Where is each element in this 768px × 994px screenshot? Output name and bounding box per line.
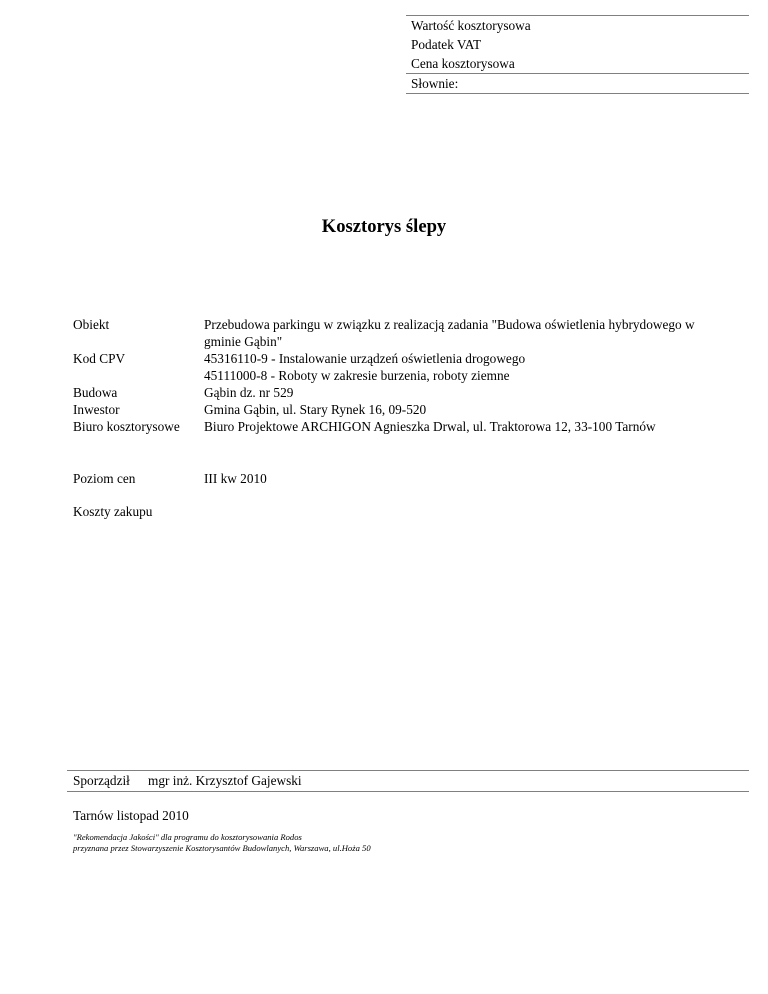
office-value-text: Biuro Projektowe ARCHIGON Agnieszka Drwal, ul. Traktorowa 12, 33-100 Tarnów bbox=[204, 419, 656, 434]
summary-bottom-rule bbox=[406, 93, 749, 94]
purchase-costs-label: Koszty zakupu bbox=[73, 504, 153, 519]
summary-vat-label: Podatek VAT bbox=[411, 37, 482, 52]
building-label: Budowa bbox=[73, 385, 118, 400]
cost-summary-block bbox=[406, 15, 749, 94]
project-info-table bbox=[73, 316, 753, 435]
object-value-line1: Przebudowa parkingu w związku z realizacją zadania "Budowa oświetlenia hybrydowego w bbox=[204, 317, 695, 332]
document-title: Kosztorys ślepy bbox=[321, 216, 447, 237]
signature-row bbox=[67, 771, 749, 791]
investor-value bbox=[204, 401, 753, 418]
prepared-by-name: mgr inż. Krzysztof Gajewski bbox=[148, 773, 302, 788]
prepared-by-label: Sporządził bbox=[73, 773, 130, 788]
building-value bbox=[204, 384, 753, 401]
signature-bottom-rule bbox=[67, 791, 749, 792]
summary-value-label: Wartość kosztorysowa bbox=[411, 18, 531, 33]
price-level-label: Poziom cen bbox=[73, 471, 136, 486]
object-label: Obiekt bbox=[73, 317, 110, 332]
price-level-row bbox=[73, 470, 267, 487]
info-row-cpv bbox=[73, 350, 753, 384]
cpv-label: Kod CPV bbox=[73, 351, 126, 366]
investor-label: Inwestor bbox=[73, 402, 120, 417]
object-value-line2: gminie Gąbin" bbox=[204, 334, 283, 349]
quality-footnote bbox=[73, 832, 371, 854]
office-label: Biuro kosztorysowe bbox=[73, 419, 180, 434]
footnote-line2: przyznana przez Stowarzyszenie Kosztorysantów Budowlanych, Warszawa, ul.Hoża 50 bbox=[73, 843, 371, 853]
cpv-value-2: 45111000-8 - Roboty w zakresie burzenia, roboty ziemne bbox=[204, 368, 510, 383]
info-row-building bbox=[73, 384, 753, 401]
investor-value-text: Gmina Gąbin, ul. Stary Rynek 16, 09-520 bbox=[204, 402, 427, 417]
price-level-value: III kw 2010 bbox=[204, 471, 267, 486]
signature-block bbox=[67, 770, 749, 792]
summary-words-label: Słownie: bbox=[411, 76, 459, 91]
building-value-text: Gąbin dz. nr 529 bbox=[204, 385, 294, 400]
footnote-line1: "Rekomendacja Jakości" dla programu do kosztorysowania Rodos bbox=[73, 832, 302, 842]
place-and-date: Tarnów listopad 2010 bbox=[73, 808, 189, 823]
cpv-value-1: 45316110-9 - Instalowanie urządzeń oświetlenia drogowego bbox=[204, 351, 526, 366]
info-row-investor bbox=[73, 401, 753, 418]
cpv-value bbox=[204, 350, 753, 384]
info-row-office bbox=[73, 418, 753, 435]
summary-price-label: Cena kosztorysowa bbox=[411, 56, 515, 71]
object-value bbox=[204, 316, 753, 350]
office-value bbox=[204, 418, 753, 435]
info-row-object bbox=[73, 316, 753, 350]
